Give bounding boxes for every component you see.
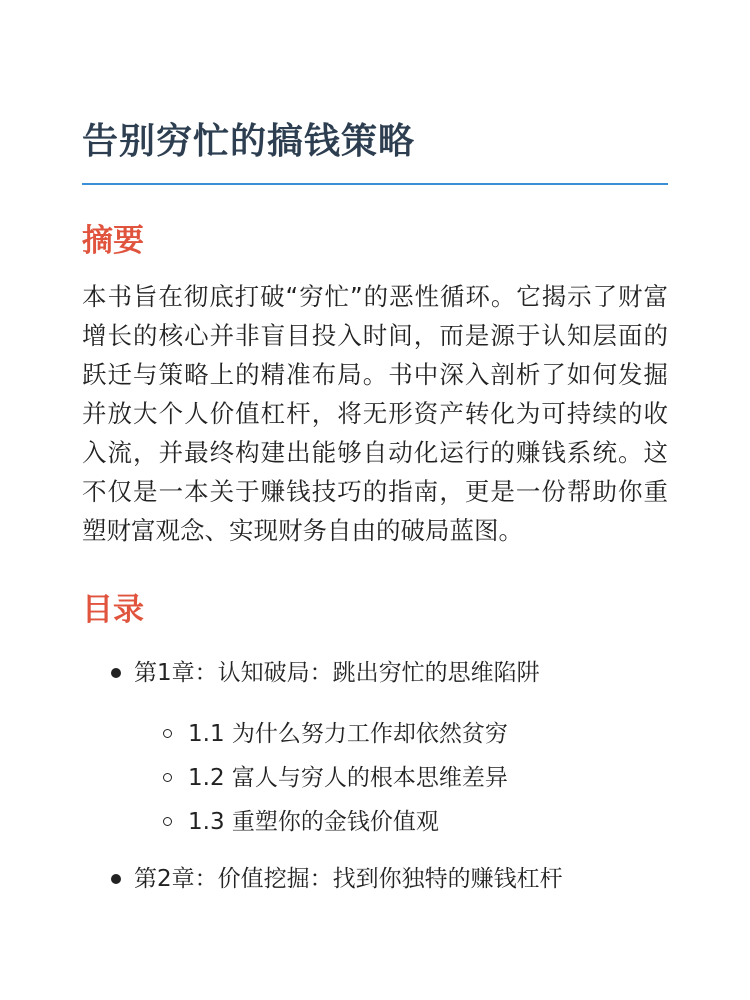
table-of-contents bbox=[82, 654, 668, 898]
bullet-circle-icon bbox=[163, 729, 172, 738]
bullet-disc-icon bbox=[111, 874, 121, 884]
document-title: 告别穷忙的搞钱策略 bbox=[82, 121, 416, 162]
section-label: 1.3 重塑你的金钱价值观 bbox=[188, 809, 439, 835]
bullet-disc-icon bbox=[111, 668, 121, 678]
toc-chapter-2 bbox=[82, 860, 668, 898]
abstract-heading: 摘要 bbox=[82, 223, 144, 259]
chapter-1-sections bbox=[134, 712, 668, 844]
toc-heading: 目录 bbox=[82, 592, 144, 628]
toc-section-1-1 bbox=[134, 712, 668, 756]
section-label: 1.2 富人与穷人的根本思维差异 bbox=[188, 765, 508, 791]
abstract-text: 本书旨在彻底打破“穷忙”的恶性循环。它揭示了财富增长的核心并非盲目投入时间，而是源于认知层面的跃迁与策略上的精准布局。书中深入剖析了如何发掘并放大个人价值杠杆，将无形资产转化为可持续的收入流，并最终构建出能够自动化运行的赚钱系统。这不仅是一本关于赚钱技巧的指南，更是一份帮助你重塑财富观念、实现财务自由的破局蓝图。 bbox=[82, 282, 668, 545]
toc-section-1-3 bbox=[134, 800, 668, 844]
chapter-label: 第2章：价值挖掘：找到你独特的赚钱杠杆 bbox=[134, 866, 563, 892]
title-divider bbox=[82, 183, 668, 185]
chapter-label: 第1章：认知破局：跳出穷忙的思维陷阱 bbox=[134, 660, 540, 686]
bullet-circle-icon bbox=[163, 773, 172, 782]
section-label: 1.1 为什么努力工作却依然贫穷 bbox=[188, 721, 508, 747]
toc-section-1-2 bbox=[134, 756, 668, 800]
bullet-circle-icon bbox=[163, 817, 172, 826]
toc-chapter-1 bbox=[82, 654, 668, 844]
